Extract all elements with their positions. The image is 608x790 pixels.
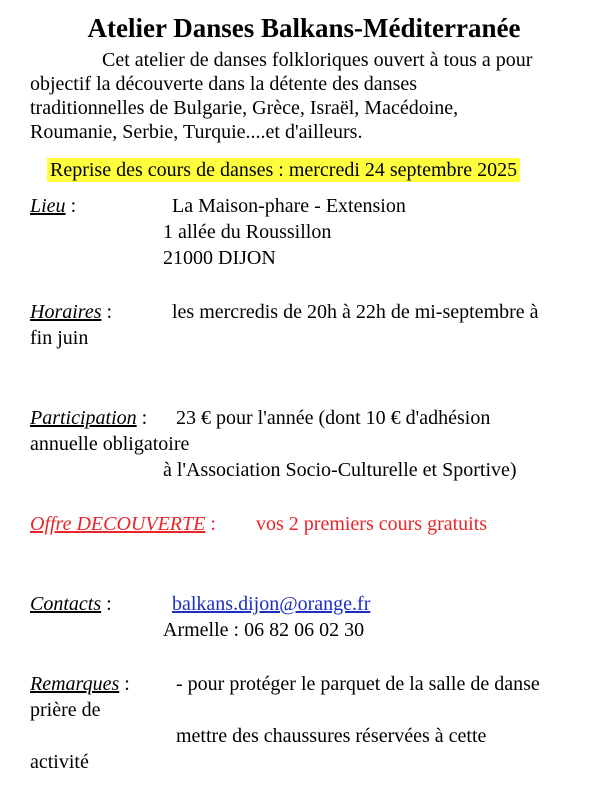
- offre-text: vos 2 premiers cours gratuits: [256, 513, 488, 535]
- participation-label: Participation: [30, 407, 137, 429]
- horaires-separator: :: [101, 301, 113, 323]
- horaires-label: Horaires: [30, 301, 102, 323]
- lieu-separator: :: [65, 195, 77, 217]
- remarques-line: - pour protéger le parquet de la salle de danse: [176, 673, 540, 695]
- horaires-line: fin juin: [30, 327, 89, 349]
- participation-heading: [30, 405, 147, 431]
- horaires-line: les mercredis de 20h à 22h de mi-septembre à: [172, 301, 539, 323]
- remarques-separator: :: [119, 673, 130, 695]
- email-link[interactable]: balkans.dijon@orange.fr: [172, 593, 371, 615]
- offre-label: Offre DECOUVERTE: [30, 513, 206, 535]
- intro-line: objectif la découverte dans la détente des danses: [30, 73, 418, 95]
- intro-line: Roumanie, Serbie, Turquie....et d'ailleurs.: [30, 121, 363, 143]
- horaires-heading: [30, 299, 112, 325]
- participation-line: annuelle obligatoire: [30, 433, 190, 455]
- remarques-heading: [30, 671, 130, 697]
- contacts-label: Contacts: [30, 593, 102, 615]
- remarques-line: activité: [30, 751, 89, 773]
- remarques-label: Remarques: [30, 673, 120, 695]
- lieu-label: Lieu: [30, 195, 66, 217]
- offre-separator: :: [205, 513, 216, 535]
- intro-line: Cet atelier de danses folkloriques ouvert à tous a pour: [102, 49, 533, 71]
- lieu-line: La Maison-phare - Extension: [172, 195, 406, 217]
- remarques-line: mettre des chaussures réservées à cette: [176, 725, 487, 747]
- participation-separator: :: [136, 407, 148, 429]
- participation-line: 23 € pour l'année (dont 10 € d'adhésion: [176, 407, 491, 429]
- participation-line: à l'Association Socio-Culturelle et Sportive): [163, 459, 517, 481]
- lieu-line: 21000 DIJON: [163, 247, 276, 269]
- remarques-line: prière de: [30, 699, 101, 721]
- intro-line: traditionnelles de Bulgarie, Grèce, Israël, Macédoine,: [30, 97, 459, 119]
- lieu-heading: [30, 193, 76, 219]
- reprise-highlight: Reprise des cours de danses : mercredi 24 septembre 2025: [47, 158, 520, 182]
- page-title: Atelier Danses Balkans-Méditerranée: [87, 13, 521, 43]
- lieu-line: 1 allée du Roussillon: [163, 221, 332, 243]
- phone-text: Armelle : 06 82 06 02 30: [163, 619, 365, 641]
- intro-paragraph: [30, 48, 595, 144]
- offre-heading: [30, 511, 216, 537]
- contacts-heading: [30, 591, 112, 617]
- contacts-separator: :: [101, 593, 112, 615]
